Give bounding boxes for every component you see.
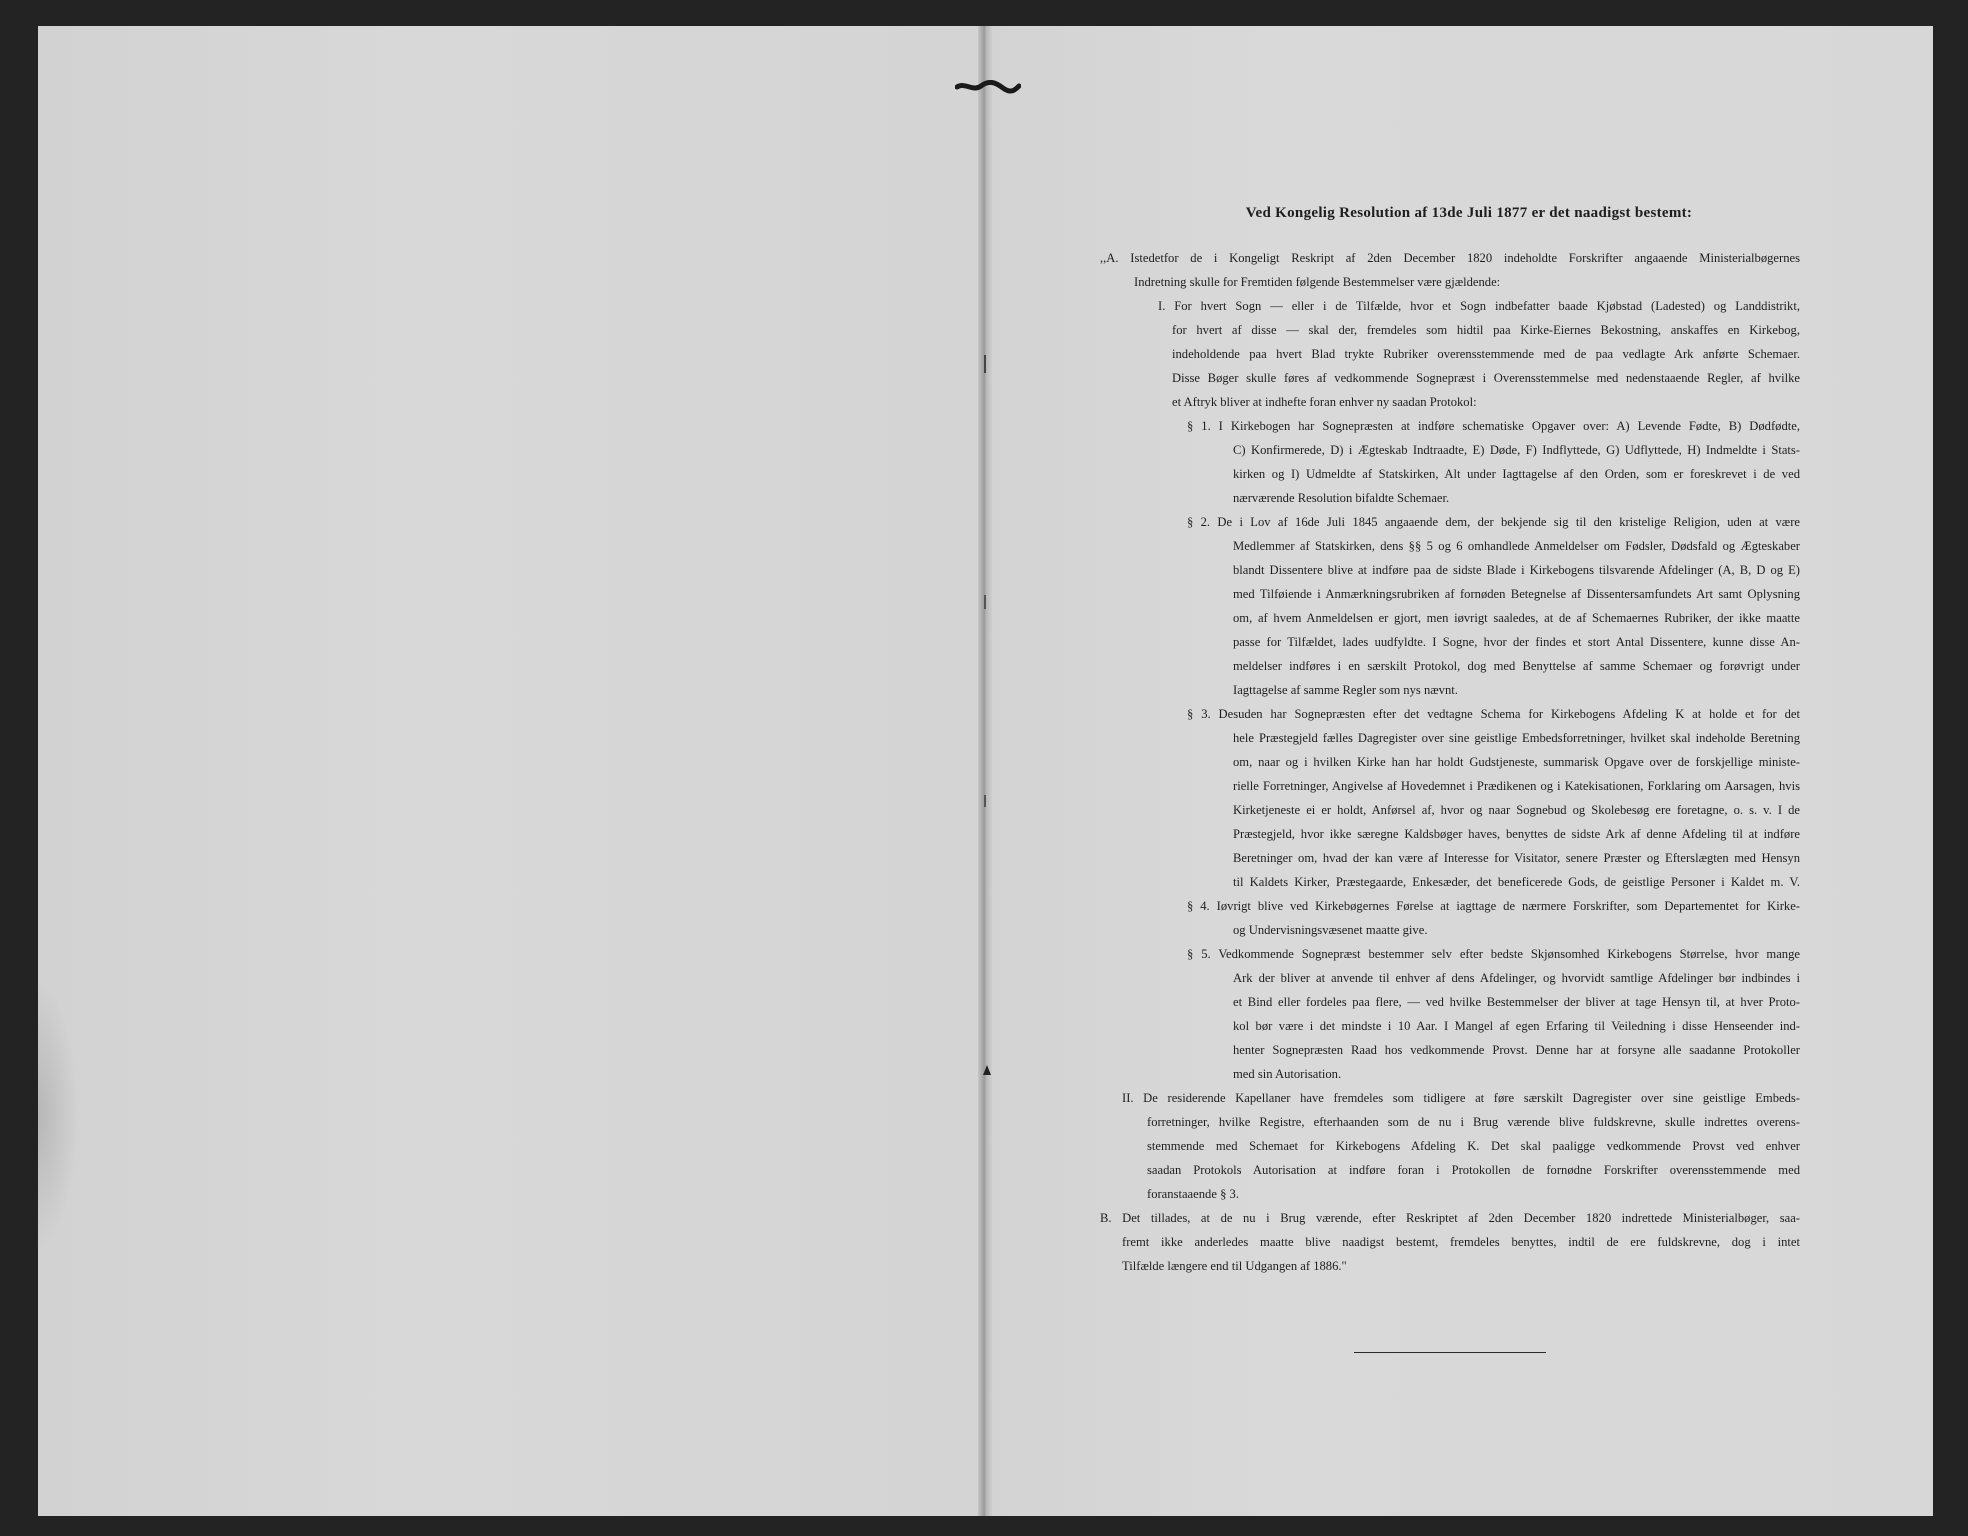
text-line: et Aftryk bliver at indhefte foran enhver ny saadan Protokol: (1172, 395, 1477, 409)
text-line-paragraph-4: § 4. Iøvrigt blive ved Kirkebøgernes Førelse at iagttage de nærmere Forskrifter, som Departementet for Kirke- (1187, 899, 1800, 913)
text-line: Præstegjeld, hvor ikke særegne Kaldsbøger haves, benyttes de sidste Ark af denne Afdeling til at indføre (1233, 827, 1800, 841)
text-line: med Tilføiende i Anmærkningsrubriken af fornøden Betegnelse af Dissentersamfundets Art samt Oplysning (1233, 587, 1800, 601)
text-line: hele Præstegjeld fælles Dagregister over sine geistlige Embedsforretninger, hvilket skal indeholde Beretning (1233, 731, 1800, 745)
page-stain (38, 980, 78, 1250)
text-line-paragraph-3: § 3. Desuden har Sognepræsten efter det vedtagne Schema for Kirkebogens Afdeling K at holde et for det (1187, 707, 1800, 721)
text-line: forretninger, hvilke Registre, efterhaanden som de nu i Brug værende blive fuldskrevne, skulle indrettes overens- (1147, 1115, 1800, 1129)
text-line: passe for Tilfældet, lades uudfyldte. I Sogne, hvor der findes et stort Antal Dissentere, kunne disse An- (1233, 635, 1800, 649)
text-line: foranstaaende § 3. (1147, 1187, 1239, 1201)
text-line: og Undervisningsvæsenet maatte give. (1233, 923, 1428, 937)
text-line: Disse Bøger skulle føres af vedkommende Sognepræst i Overensstemmelse med nedenstaaende Regler, af hvilke (1172, 371, 1800, 385)
text-line: Indretning skulle for Fremtiden følgende Bestemmelser være gjældende: (1134, 275, 1501, 289)
text-line: kol bør være i det mindste i 10 Aar. I Mangel af egen Erfaring til Veiledning i disse Henseender ind- (1233, 1019, 1800, 1033)
binding-thread-mark (955, 80, 1021, 94)
text-line-paragraph-2: § 2. De i Lov af 16de Juli 1845 angaaende dem, der bekjende sig til den kristelige Religion, uden at være (1187, 515, 1800, 529)
text-line: et Bind eller fordeles paa flere, — ved hvilke Bestemmelser der bliver at tage Hensyn til, at hver Proto- (1233, 995, 1800, 1009)
text-line-section-i: I. For hvert Sogn — eller i de Tilfælde, hvor et Sogn indbefatter baade Kjøbstad (Ladested) og Landdistrikt, (1158, 299, 1800, 313)
text-line: kirken og I) Udmeldte af Statskirken, Alt under Iagttagelse af den Orden, som er foreskrevet i de ved (1233, 467, 1800, 481)
text-line: blandt Dissentere blive at indføre paa de sidste Blade i Kirkebogens tilsvarende Afdelinger (A, B, D og E) (1233, 563, 1800, 577)
left-page-blank (38, 26, 985, 1516)
text-line: Kirketjeneste ei er holdt, Anførsel af, hvor og naar Sognebud og Skolebesøg ere foretagne, o. s. v. I de (1233, 803, 1800, 817)
gutter-marks (975, 95, 995, 1095)
text-line: fremt ikke anderledes maatte blive naadigst bestemt, fremdeles benyttes, indtil de ere fuldskrevne, dog i intet (1122, 1235, 1800, 1249)
text-line: Tilfælde længere end til Udgangen af 1886." (1122, 1259, 1347, 1273)
resolution-title: Ved Kongelig Resolution af 13de Juli 1877 er det naadigst bestemt: (1245, 205, 1693, 221)
closing-divider (1354, 1352, 1546, 1353)
text-line: rielle Forretninger, Angivelse af Hovedemnet i Prædikenen og i Katekisationen, Forklaring om Aarsagen, hvis (1233, 779, 1800, 793)
text-line-paragraph-5: § 5. Vedkommende Sognepræst bestemmer selv efter bedste Skjønsomhed Kirkebogens Størrelse, hvor mange (1187, 947, 1800, 961)
text-line: Medlemmer af Statskirken, dens §§ 5 og 6 omhandlede Anmeldelser om Fødsler, Dødsfald og Ægteskaber (1233, 539, 1800, 553)
text-line: indeholdende paa hvert Blad trykte Rubriker overensstemmende med de paa vedlagte Ark anførte Schemaer. (1172, 347, 1800, 361)
text-line: saadan Protokols Autorisation at indføre foran i Protokollen de fornødne Forskrifter overensstemmende med (1147, 1163, 1800, 1177)
text-line: stemmende med Schemaet for Kirkebogens Afdeling K. Det skal paaligge vedkommende Provst ved enhver (1147, 1139, 1800, 1153)
text-line: Iagttagelse af samme Regler som nys nævnt. (1233, 683, 1458, 697)
text-line: henter Sognepræsten Raad hos vedkommende Provst. Denne har at forsyne alle saadanne Protokoller (1233, 1043, 1800, 1057)
text-line-b: B. Det tillades, at de nu i Brug værende, efter Reskriptet af 2den December 1820 indrettede Ministerialbøger, saa- (1100, 1211, 1800, 1225)
text-line: til Kaldets Kirker, Præstegaarde, Enkesæder, det beneficerede Gods, de geistlige Personer i Kaldet m. V. (1233, 875, 1800, 889)
text-line: om, af hvem Anmeldelsen er gjort, men iøvrigt saaledes, at de af Schemaernes Rubriker, der ikke maatte (1233, 611, 1800, 625)
text-line-paragraph-1: § 1. I Kirkebogen har Sognepræsten at indføre schematiske Opgaver over: A) Levende Fødte, B) Dødfødte, (1187, 419, 1800, 433)
text-line-a: ,,A. Istedetfor de i Kongeligt Reskript af 2den December 1820 indeholdte Forskrifter angaaende Ministerialbøgernes (1100, 251, 1800, 265)
text-line: C) Konfirmerede, D) i Ægteskab Indtraadte, E) Døde, F) Indflyttede, G) Udflyttede, H) Indmeldte i Stats- (1233, 443, 1800, 457)
text-line: med sin Autorisation. (1233, 1067, 1342, 1081)
text-line: Ark der bliver at anvende til enhver af dens Afdelinger, og hvorvidt samtlige Afdelinger bør indbindes i (1233, 971, 1800, 985)
text-line: nærværende Resolution bifaldte Schemaer. (1233, 491, 1450, 505)
text-line: meldelser indføres i en særskilt Protokol, dog med Benyttelse af samme Schemaer og forøvrigt under (1233, 659, 1800, 673)
text-line: Beretninger om, hvad der kan være af Interesse for Visitator, senere Præster og Efterslægten med Hensyn (1233, 851, 1800, 865)
text-line-section-ii: II. De residerende Kapellaner have fremdeles som tidligere at føre særskilt Dagregister over sine geistlige Embeds- (1122, 1091, 1800, 1105)
text-line: for hvert af disse — skal der, fremdeles som hidtil paa Kirke-Eiernes Bekostning, anskaffes en Kirkebog, (1172, 323, 1800, 337)
resolution-text (1100, 205, 1800, 1278)
text-line: om, naar og i hvilken Kirke han har holdt Gudstjeneste, summarisk Opgave over de forskjellige ministe- (1233, 755, 1800, 769)
